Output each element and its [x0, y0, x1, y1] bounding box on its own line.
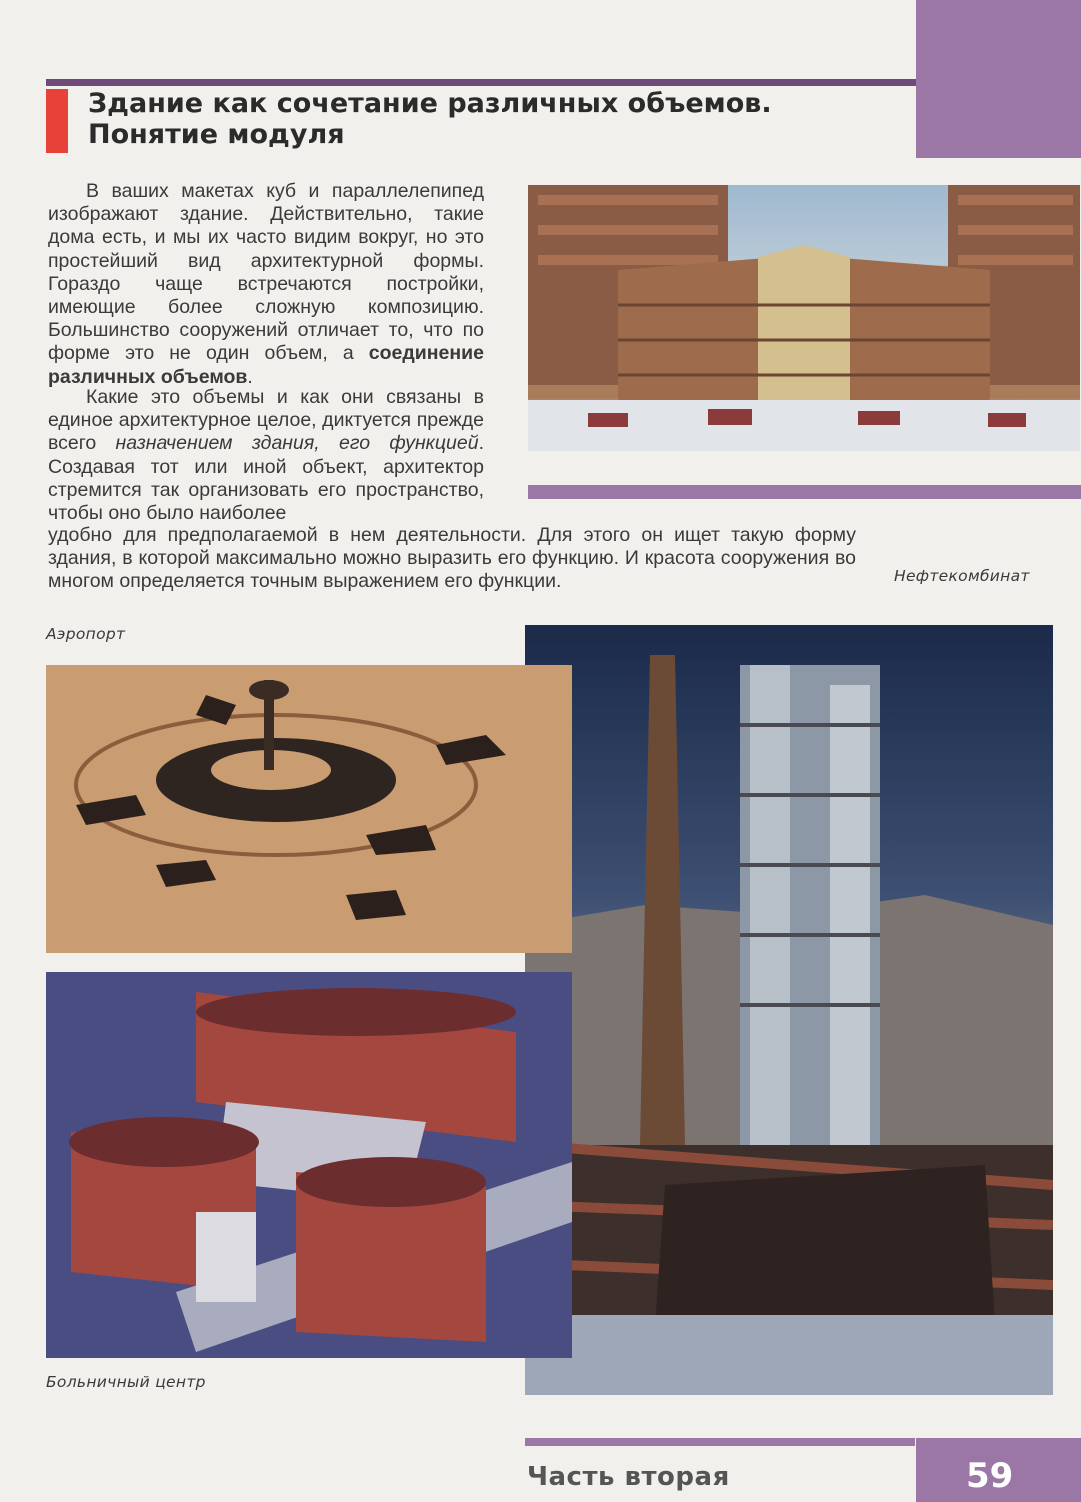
residential-building-illustration — [528, 185, 1080, 451]
section-name: Часть вторая — [527, 1462, 730, 1492]
paragraph-2-end: . Создавая тот или иной объект, архитектор стремится так организовать его пространство, чтобы оно было наиболее — [48, 432, 484, 525]
paragraph-2 — [48, 386, 484, 525]
page-heading — [88, 88, 888, 150]
page-number: 59 — [966, 1456, 1014, 1496]
paragraph-1-end: . — [247, 365, 253, 388]
hospital-model-illustration — [46, 972, 572, 1358]
heading-line-1: Здание как сочетание различных объемов. — [88, 88, 772, 119]
purple-margin-bar — [916, 0, 1081, 158]
paragraph-1-text: В ваших макетах куб и параллелепипед изображают здание. Действительно, такие дома есть, и мы их часто видим вокруг, но это простейший вид архитектурной формы. Гораздо чаще встречаются постройки, имеющие более сложную композицию. Большинство сооружений отличает то, что по форме это не один объем, а — [48, 180, 484, 365]
residential-building-photo — [528, 185, 1080, 451]
hospital-center-photo — [46, 972, 572, 1358]
top-rule — [46, 79, 916, 86]
caption-airport: Аэропорт — [46, 625, 126, 643]
purple-strip — [528, 485, 1081, 499]
paragraph-2-continuation: удобно для предполагаемой в нем деятельности. Для этого он ищет такую форму здания, в которой максимально можно выразить его функцию. И красота сооружения во многом определяется точным выражением его функции. — [48, 524, 856, 593]
oil-refinery-illustration — [525, 625, 1053, 1395]
heading-line-2: Понятие модуля — [88, 119, 345, 150]
paragraph-2-text: Какие это объемы и как они связаны в единое архитектурное целое, диктуется прежде всего — [48, 386, 484, 455]
title-marker — [46, 89, 68, 153]
paragraph-1 — [48, 180, 484, 389]
caption-refinery: Нефтекомбинат — [894, 567, 1030, 585]
oil-refinery-photo — [525, 625, 1053, 1395]
paragraph-2-italic: назначением здания, его функцией — [115, 432, 479, 455]
paragraph-1-bold: соединение различных объемов — [48, 342, 484, 388]
airport-model-illustration — [46, 665, 572, 953]
airport-model-photo — [46, 665, 572, 953]
footer-strip — [525, 1438, 915, 1446]
caption-hospital: Больничный центр — [46, 1373, 206, 1391]
